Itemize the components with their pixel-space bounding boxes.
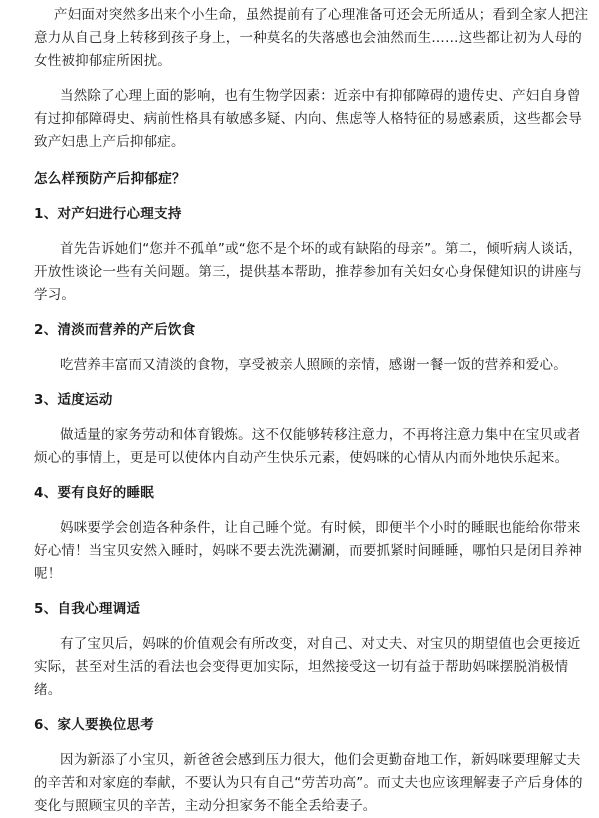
- intro-paragraph-1: 产妇面对突然多出来个小生命，虽然提前有了心理准备可还会无所适从；看到全家人把注意力从自己身上转移到孩子身上，一种莫名的失落感也会油然而生……这些都让初为人母的女性被抑郁症所困扰。: [34, 7, 589, 69]
- section-text-3: 做适量的家务劳动和体育锻炼。这不仅能够转移注意力，不再将注意力集中在宝贝或者烦心的事情上，更是可以使体内自动产生快乐元素，使妈咪的心情从内而外地快乐起来。: [34, 427, 581, 466]
- intro-paragraph-2: 当然除了心理上面的影响，也有生物学因素：近亲中有抑郁障碍的遗传史、产妇自身曾有过抑郁障碍史、病前性格具有敏感多疑、内向、焦虑等人格特征的易感素质，这些都会导致产妇患上产后抑郁症。: [34, 88, 582, 150]
- section-heading-4: 4、要有良好的睡眠: [34, 485, 155, 501]
- section-heading-3: 3、适度运动: [34, 392, 113, 408]
- section-text-2: 吃营养丰富而又清淡的食物，享受被亲人照顾的亲情，感谢一餐一饭的营养和爱心。: [60, 357, 567, 373]
- section-heading-2: 2、清淡而营养的产后饮食: [34, 322, 196, 338]
- section-heading-1: 1、对产妇进行心理支持: [34, 206, 182, 222]
- section-heading-5: 5、自我心理调适: [34, 601, 141, 617]
- section-text-1: 首先告诉她们“您并不孤单”或“您不是个坏的或有缺陷的母亲”。第二，倾听病人谈话，开放性谈论一些有关问题。第三，提供基本帮助，推荐参加有关妇女心身保健知识的讲座与学习。: [34, 241, 582, 303]
- section-text-6: 因为新添了小宝贝，新爸爸会感到压力很大，他们会更勤奋地工作，新妈咪要理解丈夫的辛苦和对家庭的奉献，不要认为只有自己“劳苦功高”。而丈夫也应该理解妻子产后身体的变化与照顾宝贝的辛苦，主动分担家务不能全丢给妻子。: [34, 752, 583, 814]
- section-text-4: 妈咪要学会创造各种条件，让自己睡个觉。有时候，即便半个小时的睡眠也能给你带来好心情！当宝贝安然入睡时，妈咪不要去洗洗涮涮，而要抓紧时间睡睡，哪怕只是闭目养神呢！: [34, 520, 582, 582]
- main-heading: 怎么样预防产后抑郁症？: [34, 171, 186, 187]
- section-text-5: 有了宝贝后，妈咪的价值观会有所改变，对自己、对丈夫、对宝贝的期望值也会更接近实际，甚至对生活的看法也会变得更加实际，坦然接受这一切有益于帮助妈咪摆脱消极情绪。: [34, 636, 581, 698]
- section-heading-6: 6、家人要换位思考: [34, 717, 155, 733]
